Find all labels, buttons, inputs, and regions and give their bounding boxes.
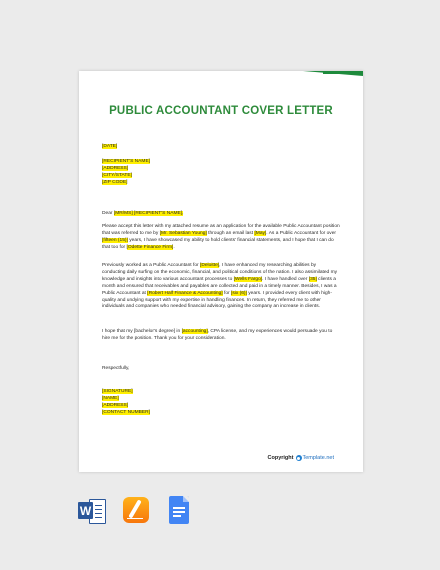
signature-field: [SIGNATURE] [102, 389, 133, 394]
copyright-label: Copyright [267, 455, 294, 461]
file-format-icons [78, 496, 192, 526]
salutation: Dear [MR/MS] [RECIPIENT'S NAME], [102, 211, 184, 216]
sender-name-field: [NAME] [102, 395, 119, 401]
body-paragraph-3: I hope that my [bachelor's degree] in [accounting], CPA license, and my experiences would persuade you to hire me for the position. Thank you for your consideration. [102, 329, 333, 341]
sender-address-field: [ADDRESS] [102, 402, 129, 408]
signature-block [102, 389, 340, 417]
body-paragraph-2: Previously worked as a Public Accountant for [Deloitte], I have enhanced my researching abilities by conducting daily surfing on the economic, financial, and political conditions of the nation. I also assimilated my knowledge and insights into various accountant processes to [Wells Fargo]. I have handled over [35] clients a month and ensured that receivables and payables are collected and paid in a timely manner. Besides, I was a Public Accountant at [Robert Half Finance & Accounting] for [six (6)] years. I provided every client with high-quality and undying support with my expertise in handling finances. In return, they referred me to other individuals and companies who needed financial advisory, gaining the company an increase in clients. [102, 263, 338, 310]
date-field: [DATE] [102, 144, 118, 149]
date-block [102, 144, 340, 151]
body-paragraph-1: Please accept this letter with my attached resume as an application for the available Public Accountant position that was referred to me by [Mr. Sebastian Young] through an email last [May]. As a Public Accountant for over [fifteen (15)] years, I have showcased my ability to hold clients' financial statements, and I hope that I can do that too for [Odette Finance Firm]. [102, 224, 340, 250]
document-title: PUBLIC ACCOUNTANT COVER LETTER [109, 105, 333, 117]
closing: Respectfully, [102, 366, 130, 371]
recipient-address-field: [ADDRESS] [102, 165, 129, 171]
template-logo-icon [296, 455, 302, 461]
recipient-name-field: [RECIPIENT'S NAME] [102, 159, 151, 164]
template-site-link[interactable]: Template.net [302, 455, 334, 461]
salutation-name-field: [MR/MS] [RECIPIENT'S NAME], [113, 211, 184, 216]
contact-number-field: [CONTACT NUMBER] [102, 409, 150, 415]
recipient-block [102, 159, 340, 187]
document-page [79, 71, 363, 472]
pages-icon[interactable] [121, 496, 149, 526]
copyright-footer [268, 455, 334, 461]
google-docs-icon[interactable] [164, 496, 192, 526]
recipient-zip-field: [ZIP CODE] [102, 179, 128, 185]
corner-accent-bar [323, 71, 363, 74]
word-icon[interactable]: W [78, 496, 106, 526]
recipient-city-state-field: [CITY/STATE] [102, 172, 132, 178]
